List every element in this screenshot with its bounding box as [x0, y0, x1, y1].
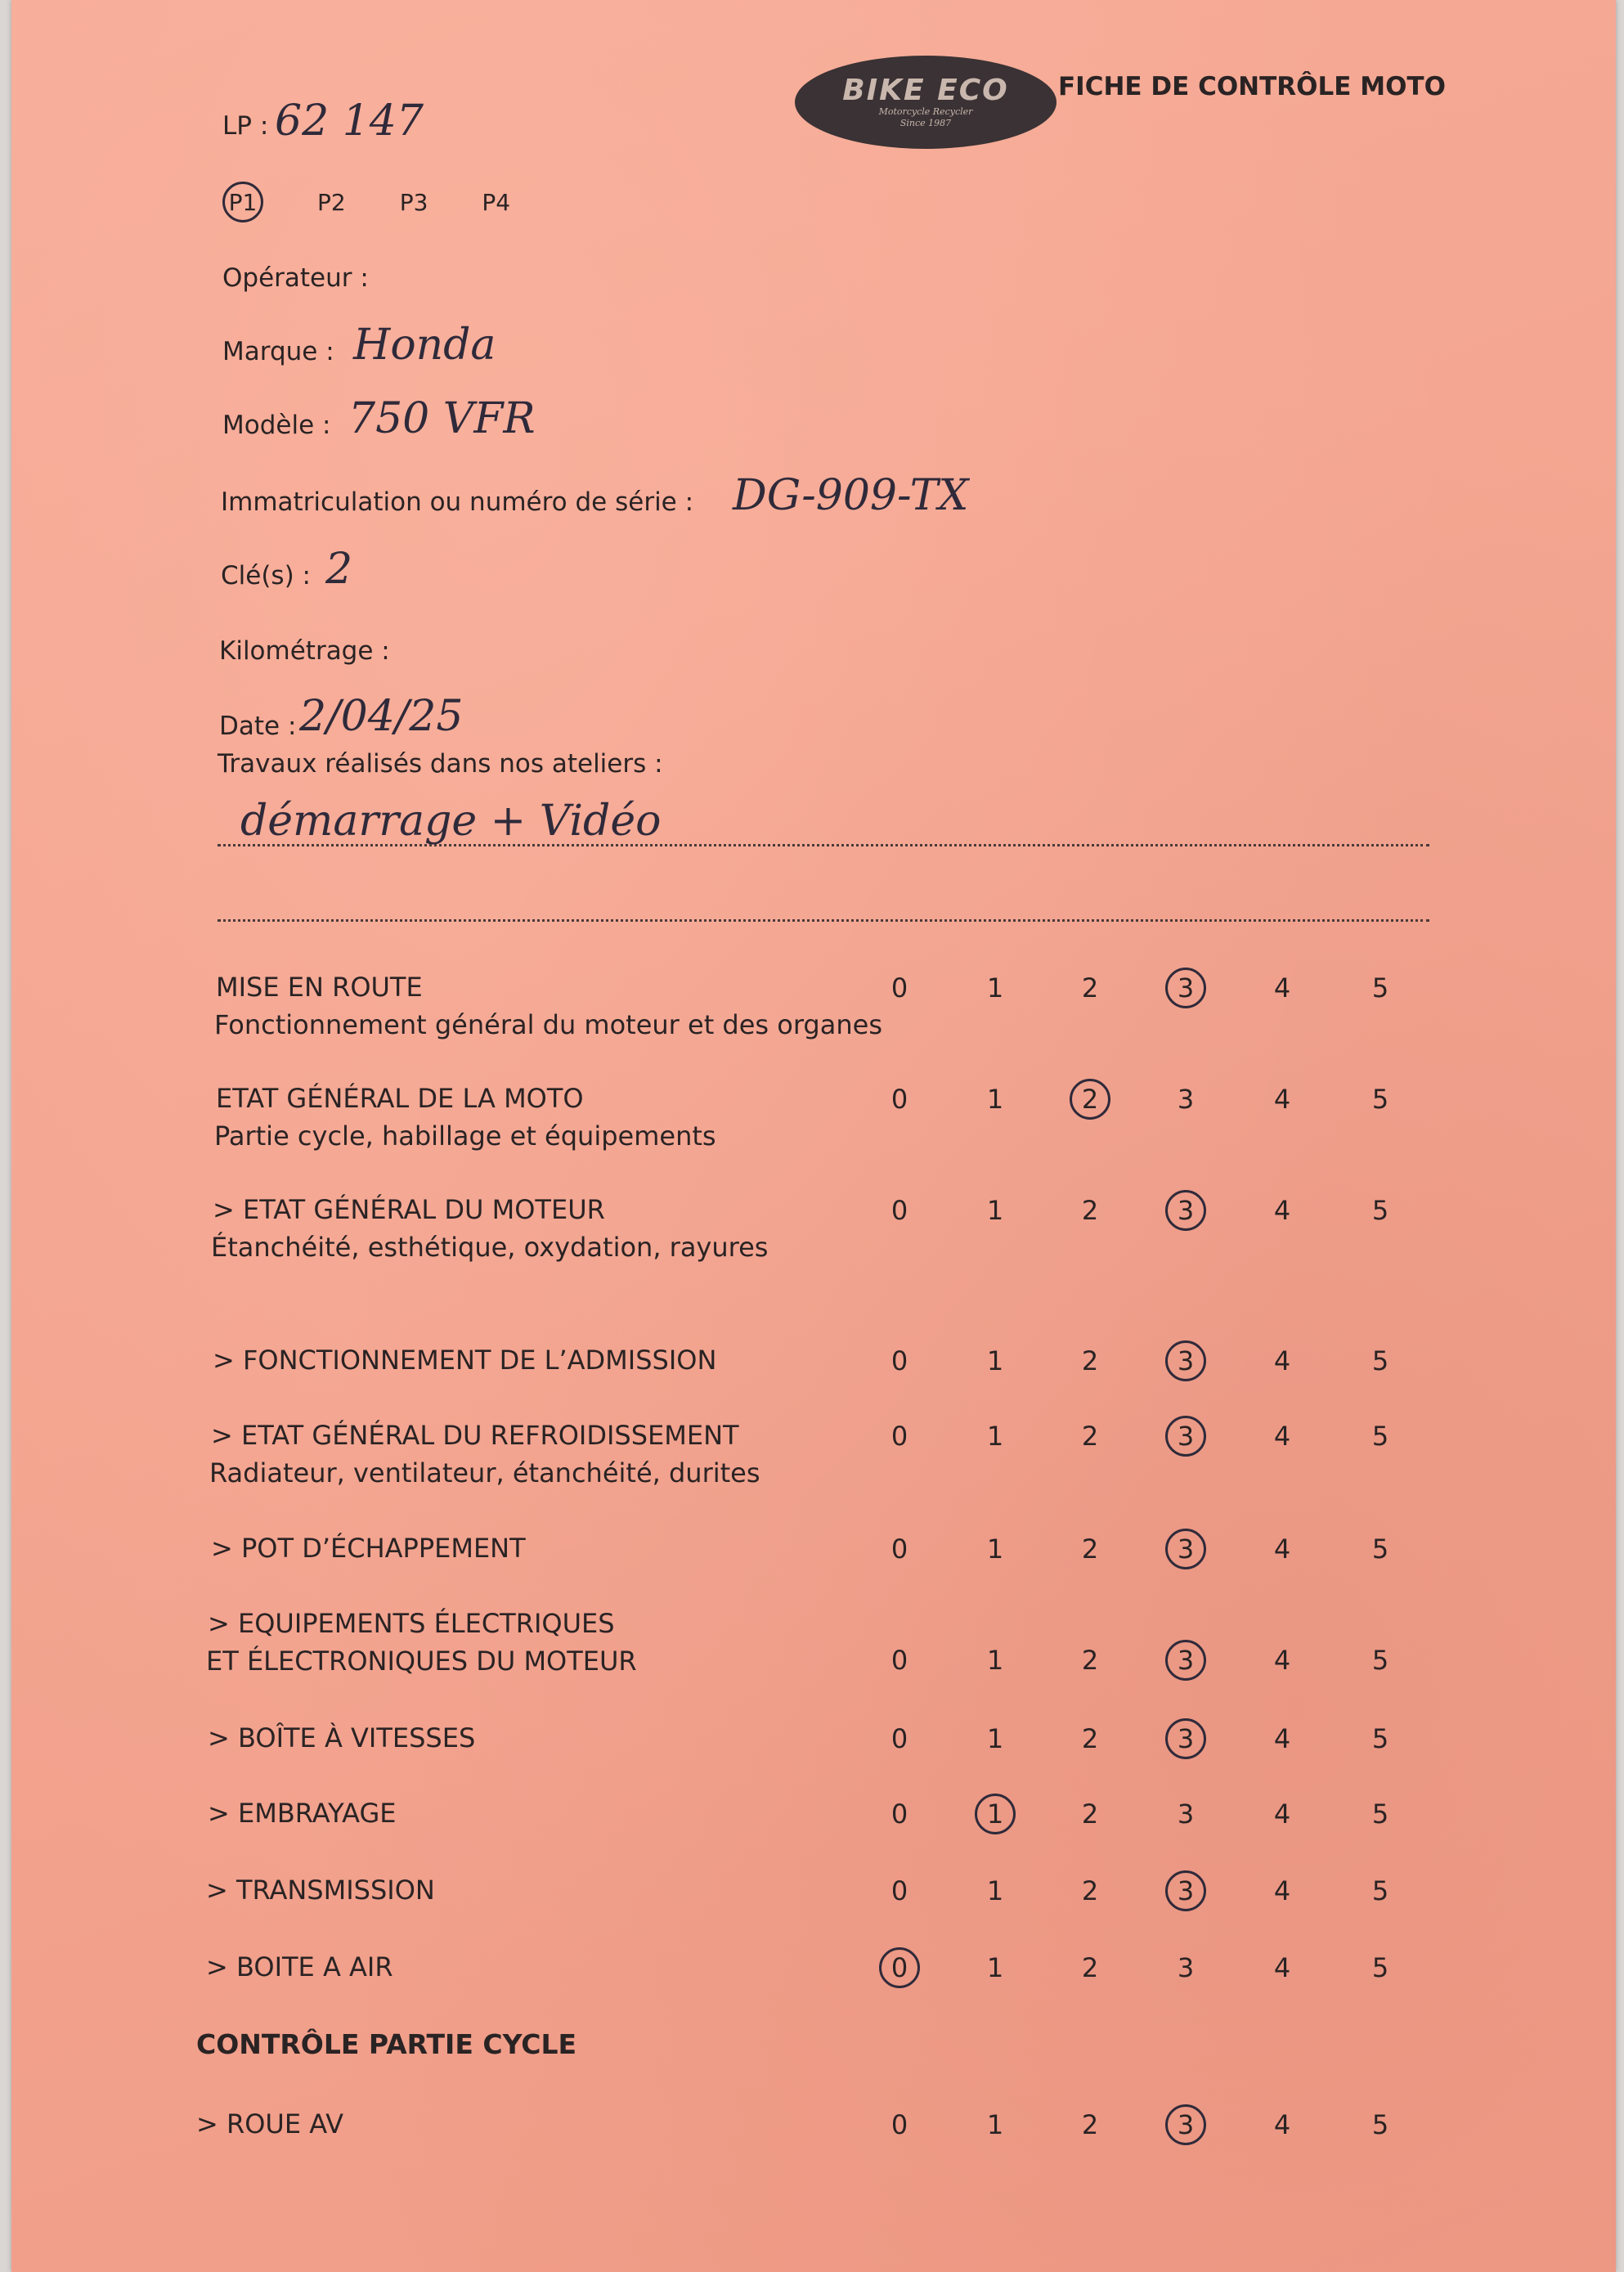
lp-label: LP :: [222, 111, 269, 141]
rating-score-option-3[interactable]: 3: [1165, 1416, 1206, 1457]
rating-score-option-2[interactable]: 2: [1081, 1421, 1099, 1452]
rating-score-option-4[interactable]: 4: [1273, 1533, 1291, 1565]
rating-score-option-5[interactable]: 5: [1371, 1875, 1389, 1906]
position-p3[interactable]: P3: [399, 188, 428, 216]
rating-score-option-0[interactable]: 0: [879, 1947, 920, 1988]
rating-score-option-0[interactable]: 0: [891, 972, 908, 1004]
modele-value[interactable]: 750 VFR: [348, 394, 536, 443]
rating-score-option-4[interactable]: 4: [1273, 1798, 1291, 1830]
rating-row-subtitle: Partie cycle, habillage et équipements: [214, 1120, 716, 1152]
rating-score-option-0[interactable]: 0: [891, 1345, 908, 1376]
rating-score-option-4[interactable]: 4: [1273, 972, 1291, 1004]
rating-score-option-1[interactable]: 1: [986, 1421, 1004, 1452]
rating-score-option-2[interactable]: 2: [1081, 972, 1099, 1004]
position-p4[interactable]: P4: [482, 188, 511, 216]
control-sheet: [11, 0, 1616, 2272]
rating-row-subtitle: Fonctionnement général du moteur et des organes: [214, 1009, 882, 1040]
marque-label: Marque :: [222, 337, 334, 366]
rating-score-option-1[interactable]: 1: [986, 1723, 1004, 1754]
km-label: Kilométrage :: [219, 636, 390, 666]
bike-eco-logo: [795, 56, 1056, 149]
cycle-score-option-0[interactable]: 0: [891, 2109, 908, 2140]
rating-score-option-0[interactable]: 0: [891, 1195, 908, 1226]
rating-score-option-0[interactable]: 0: [891, 1798, 908, 1830]
rating-score-option-1[interactable]: 1: [986, 972, 1004, 1004]
position-selector: [222, 182, 510, 222]
rating-score-option-5[interactable]: 5: [1371, 1723, 1389, 1754]
rating-score-option-1[interactable]: 1: [986, 1952, 1004, 1983]
position-p2[interactable]: P2: [317, 188, 346, 216]
rating-row-title: > ETAT GÉNÉRAL DU MOTEUR: [213, 1194, 605, 1225]
rating-row-title: > POT D’ÉCHAPPEMENT: [211, 1533, 526, 1564]
marque-value[interactable]: Honda: [353, 321, 496, 370]
rating-score-option-4[interactable]: 4: [1273, 1345, 1291, 1376]
rating-score-option-5[interactable]: 5: [1371, 1645, 1389, 1676]
cles-label: Clé(s) :: [221, 561, 311, 590]
rating-score-option-0[interactable]: 0: [891, 1645, 908, 1676]
cycle-score-option-2[interactable]: 2: [1081, 2109, 1099, 2140]
rating-score-option-5[interactable]: 5: [1371, 1195, 1389, 1226]
cycle-row-title: > ROUE AV: [196, 2108, 343, 2140]
rating-score-option-5[interactable]: 5: [1371, 972, 1389, 1004]
travaux-value[interactable]: démarrage + Vidéo: [240, 797, 662, 846]
rating-score-option-3[interactable]: 3: [1165, 1340, 1206, 1381]
logo-tagline: Motorcycle Recycler: [878, 106, 973, 117]
rating-score-option-4[interactable]: 4: [1273, 1084, 1291, 1115]
rating-score-option-1[interactable]: 1: [986, 1084, 1004, 1115]
rating-score-option-3[interactable]: 3: [1165, 1529, 1206, 1569]
rating-score-option-1[interactable]: 1: [986, 1533, 1004, 1565]
rating-score-option-3[interactable]: 3: [1165, 1190, 1206, 1231]
section-heading-partie-cycle: CONTRÔLE PARTIE CYCLE: [196, 2028, 577, 2060]
rating-row-title: > EMBRAYAGE: [208, 1798, 397, 1829]
rating-score-option-0[interactable]: 0: [891, 1875, 908, 1906]
immat-value[interactable]: DG-909-TX: [733, 471, 969, 520]
operateur-label: Opérateur :: [222, 263, 369, 293]
position-p1[interactable]: P1: [222, 182, 263, 222]
rating-row-title: ETAT GÉNÉRAL DE LA MOTO: [216, 1083, 584, 1114]
rating-score-option-0[interactable]: 0: [891, 1084, 908, 1115]
logo-text: BIKE ECO: [842, 74, 1009, 107]
rating-score-option-3[interactable]: 3: [1177, 1798, 1195, 1830]
rating-score-option-3[interactable]: 3: [1165, 1640, 1206, 1681]
immat-label: Immatriculation ou numéro de série :: [221, 487, 694, 517]
rating-score-option-5[interactable]: 5: [1371, 1798, 1389, 1830]
rating-row-title: > EQUIPEMENTS ÉLECTRIQUES: [208, 1608, 615, 1639]
rating-row-subtitle: Radiateur, ventilateur, étanchéité, durites: [209, 1457, 760, 1488]
date-value[interactable]: 2/04/25: [299, 692, 464, 741]
rating-row-subtitle: Étanchéité, esthétique, oxydation, rayures: [211, 1232, 769, 1263]
rating-score-option-2[interactable]: 2: [1081, 1533, 1099, 1565]
document-title: FICHE DE CONTRÔLE MOTO: [1058, 72, 1446, 101]
rating-score-option-1[interactable]: 1: [975, 1794, 1016, 1834]
rating-score-option-2[interactable]: 2: [1081, 1345, 1099, 1376]
cycle-score-option-4[interactable]: 4: [1273, 2109, 1291, 2140]
rating-score-option-1[interactable]: 1: [986, 1345, 1004, 1376]
travaux-label: Travaux réalisés dans nos ateliers :: [218, 749, 663, 779]
rating-score-option-5[interactable]: 5: [1371, 1421, 1389, 1452]
date-label: Date :: [219, 712, 297, 741]
rating-score-option-4[interactable]: 4: [1273, 1421, 1291, 1452]
rating-score-option-2[interactable]: 2: [1070, 1079, 1110, 1120]
rating-row-title: MISE EN ROUTE: [216, 972, 423, 1003]
rating-score-option-5[interactable]: 5: [1371, 1345, 1389, 1376]
rating-row-title: > BOITE A AIR: [206, 1951, 393, 1982]
rating-score-option-5[interactable]: 5: [1371, 1533, 1389, 1565]
cycle-score-option-3[interactable]: 3: [1165, 2104, 1206, 2145]
rating-score-option-2[interactable]: 2: [1081, 1952, 1099, 1983]
rating-score-option-2[interactable]: 2: [1081, 1723, 1099, 1754]
rating-score-option-5[interactable]: 5: [1371, 1084, 1389, 1115]
rating-score-option-2[interactable]: 2: [1081, 1195, 1099, 1226]
rating-score-option-2[interactable]: 2: [1081, 1798, 1099, 1830]
rating-score-option-0[interactable]: 0: [891, 1723, 908, 1754]
rating-score-option-4[interactable]: 4: [1273, 1723, 1291, 1754]
rating-score-option-1[interactable]: 1: [986, 1645, 1004, 1676]
rating-score-option-5[interactable]: 5: [1371, 1952, 1389, 1983]
rating-row-subtitle: ET ÉLECTRONIQUES DU MOTEUR: [206, 1646, 637, 1677]
rating-score-option-4[interactable]: 4: [1273, 1195, 1291, 1226]
logo-since: Since 1987: [899, 118, 952, 128]
rating-row-title: > TRANSMISSION: [206, 1875, 435, 1906]
rating-score-option-3[interactable]: 3: [1177, 1952, 1195, 1983]
rating-score-option-3[interactable]: 3: [1177, 1084, 1195, 1115]
rating-score-option-0[interactable]: 0: [891, 1533, 908, 1565]
rating-row-title: > FONCTIONNEMENT DE L’ADMISSION: [213, 1345, 717, 1376]
rating-score-option-4[interactable]: 4: [1273, 1875, 1291, 1906]
cles-value[interactable]: 2: [325, 545, 353, 594]
cycle-score-option-5[interactable]: 5: [1371, 2109, 1389, 2140]
travaux-line-1: [218, 844, 1429, 846]
travaux-line-2: [218, 919, 1429, 922]
rating-score-option-1[interactable]: 1: [986, 1875, 1004, 1906]
rating-score-option-4[interactable]: 4: [1273, 1952, 1291, 1983]
rating-score-option-3[interactable]: 3: [1165, 968, 1206, 1008]
rating-row-title: > BOÎTE À VITESSES: [208, 1722, 476, 1753]
rating-score-option-4[interactable]: 4: [1273, 1645, 1291, 1676]
rating-score-option-0[interactable]: 0: [891, 1421, 908, 1452]
modele-label: Modèle :: [222, 411, 331, 440]
rating-score-option-1[interactable]: 1: [986, 1195, 1004, 1226]
rating-score-option-2[interactable]: 2: [1081, 1875, 1099, 1906]
rating-score-option-2[interactable]: 2: [1081, 1645, 1099, 1676]
rating-score-option-3[interactable]: 3: [1165, 1870, 1206, 1911]
cycle-score-option-1[interactable]: 1: [986, 2109, 1004, 2140]
lp-value[interactable]: 62 147: [275, 97, 424, 146]
rating-score-option-3[interactable]: 3: [1165, 1718, 1206, 1759]
rating-row-title: > ETAT GÉNÉRAL DU REFROIDISSEMENT: [211, 1420, 739, 1451]
